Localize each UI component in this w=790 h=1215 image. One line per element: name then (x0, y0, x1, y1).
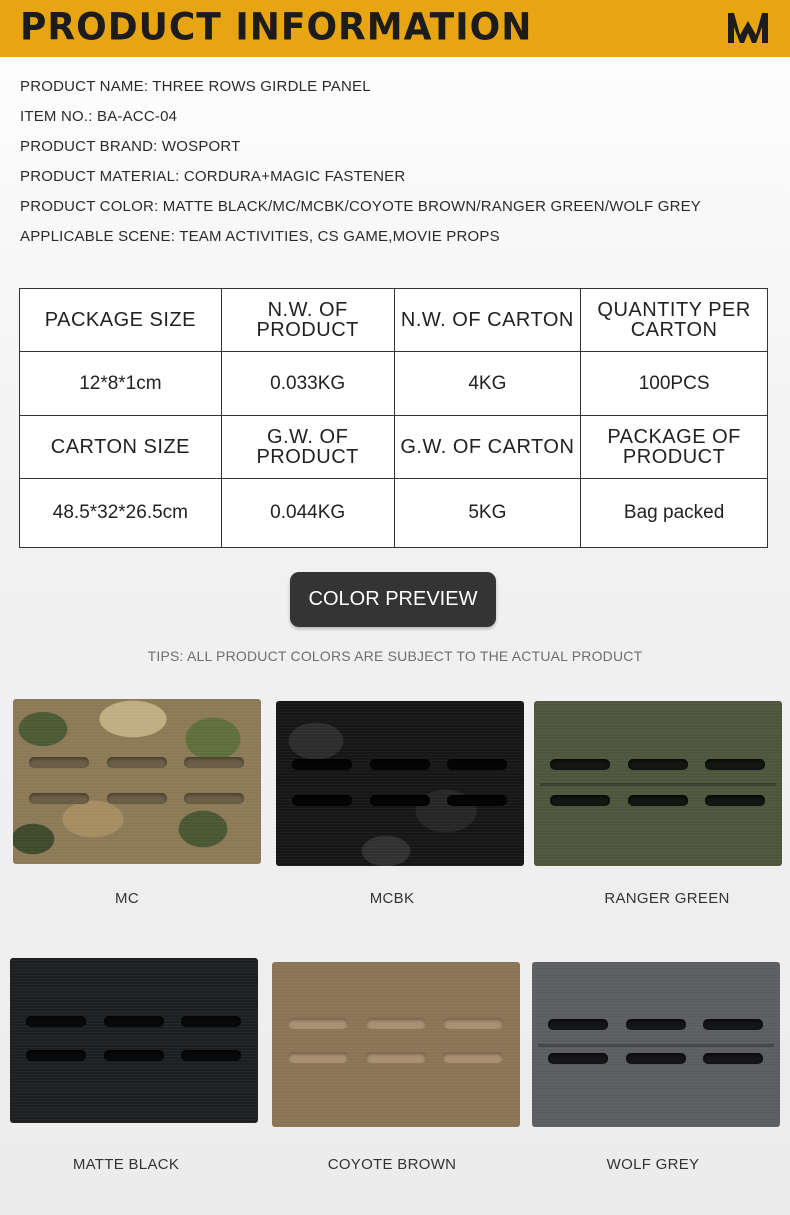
molle-slot (26, 1050, 86, 1061)
table-header-cell: QUANTITY PER CARTON (581, 289, 768, 352)
applicable-scene-line: APPLICABLE SCENE: TEAM ACTIVITIES, CS GAME,MOVIE PROPS (20, 228, 500, 245)
molle-slot (705, 795, 765, 806)
molle-slot (548, 1019, 608, 1030)
molle-slot (447, 795, 507, 806)
swatch-wolf-grey (532, 962, 780, 1127)
header-band (0, 0, 790, 57)
molle-slot (550, 759, 610, 770)
molle-slot (292, 759, 352, 770)
molle-slot (181, 1016, 241, 1027)
molle-slot (292, 795, 352, 806)
molle-slot (104, 1050, 164, 1061)
table-value-cell: 0.044KG (221, 479, 394, 548)
molle-slot (107, 757, 167, 768)
swatch-label-mcbk: MCBK (369, 890, 415, 907)
molle-slot (550, 795, 610, 806)
swatch-coyote-brown (272, 962, 520, 1127)
item-number-line: ITEM NO.: BA-ACC-04 (20, 108, 178, 125)
table-header-cell: G.W. OF CARTON (394, 416, 581, 479)
molle-slot (366, 1052, 426, 1063)
table-value-cell: 100PCS (581, 352, 768, 416)
product-info (20, 78, 780, 258)
molle-slot (447, 759, 507, 770)
product-brand-line: PRODUCT BRAND: WOSPORT (20, 138, 241, 155)
molle-slot (288, 1052, 348, 1063)
page-title: PRODUCT INFORMATION (20, 5, 533, 50)
table-header-cell: CARTON SIZE (20, 416, 222, 479)
swatch-matte-black (10, 958, 258, 1123)
table-header-cell: G.W. OF PRODUCT (221, 416, 394, 479)
table-value-cell: 4KG (394, 352, 581, 416)
molle-slot (370, 759, 430, 770)
table-row (20, 479, 768, 548)
w-brand-logo-icon (726, 9, 770, 47)
molle-slot (628, 795, 688, 806)
table-header-cell: PACKAGE OF PRODUCT (581, 416, 768, 479)
molle-slot (288, 1018, 348, 1029)
table-value-cell: Bag packed (581, 479, 768, 548)
color-preview-button[interactable]: COLOR PREVIEW (290, 572, 496, 627)
molle-slot (29, 793, 89, 804)
table-header-cell: PACKAGE SIZE (20, 289, 222, 352)
molle-slot (29, 757, 89, 768)
molle-slot (443, 1052, 503, 1063)
molle-slot (366, 1018, 426, 1029)
molle-slot (443, 1018, 503, 1029)
table-value-cell: 0.033KG (221, 352, 394, 416)
table-value-cell: 48.5*32*26.5cm (20, 479, 222, 548)
swatch-label-mc: MC (115, 890, 139, 907)
swatch-mcbk (276, 701, 524, 866)
table-row (20, 416, 768, 479)
molle-slot (703, 1053, 763, 1064)
molle-slot (703, 1019, 763, 1030)
swatch-ranger-green (534, 701, 782, 866)
swatch-label-matte-black: MATTE BLACK (72, 1156, 180, 1173)
spec-table (19, 288, 768, 548)
molle-slot (370, 795, 430, 806)
swatch-mc (13, 699, 261, 864)
molle-slot (626, 1053, 686, 1064)
molle-slot (184, 757, 244, 768)
table-header-cell: N.W. OF CARTON (394, 289, 581, 352)
product-color-line: PRODUCT COLOR: MATTE BLACK/MC/MCBK/COYOTE BROWN/RANGER GREEN/WOLF GREY (20, 198, 702, 215)
molle-slot (26, 1016, 86, 1027)
table-value-cell: 12*8*1cm (20, 352, 222, 416)
molle-slot (181, 1050, 241, 1061)
swatch-label-coyote-brown: COYOTE BROWN (327, 1156, 457, 1173)
molle-slot (705, 759, 765, 770)
swatch-label-ranger-green: RANGER GREEN (604, 890, 730, 907)
molle-slot (626, 1019, 686, 1030)
table-row (20, 289, 768, 352)
swatch-label-wolf-grey: WOLF GREY (606, 1156, 700, 1173)
molle-slot (107, 793, 167, 804)
tips-text: TIPS: ALL PRODUCT COLORS ARE SUBJECT TO THE ACTUAL PRODUCT (147, 648, 643, 664)
table-row (20, 352, 768, 416)
product-material-line: PRODUCT MATERIAL: CORDURA+MAGIC FASTENER (20, 168, 406, 185)
product-name-line: PRODUCT NAME: THREE ROWS GIRDLE PANEL (20, 78, 371, 95)
molle-slot (548, 1053, 608, 1064)
molle-slot (184, 793, 244, 804)
molle-slot (628, 759, 688, 770)
table-value-cell: 5KG (394, 479, 581, 548)
molle-slot (104, 1016, 164, 1027)
table-header-cell: N.W. OF PRODUCT (221, 289, 394, 352)
